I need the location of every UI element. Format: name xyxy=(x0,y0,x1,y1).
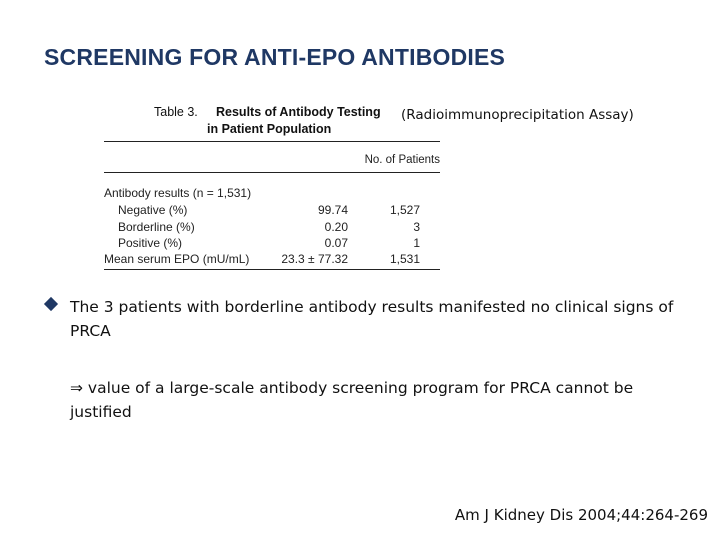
table-row xyxy=(104,236,440,253)
table-caption xyxy=(154,104,381,138)
row-label: Negative (%) xyxy=(118,203,188,217)
table-header-rule xyxy=(104,172,440,173)
row-percent: 0.07 xyxy=(324,236,348,250)
table-header-row xyxy=(104,154,440,171)
row-patients: 1,531 xyxy=(389,252,420,266)
slide-title: SCREENING FOR ANTI-EPO ANTIBODIES xyxy=(44,44,506,70)
bullet-text: The 3 patients with borderline antibody results manifested no clinical signs of PRCA xyxy=(70,298,674,340)
table-bottom-rule xyxy=(104,269,440,270)
table-caption-line1: Results of Antibody Testing xyxy=(216,105,381,119)
assay-note: (Radioimmunoprecipitation Assay) xyxy=(401,107,634,123)
row-percent: 99.74 xyxy=(317,203,348,217)
row-percent: 0.20 xyxy=(324,220,348,234)
row-patients: 1,527 xyxy=(389,203,420,217)
citation: Am J Kidney Dis 2004;44:264-269 xyxy=(454,506,708,524)
row-patients: 1 xyxy=(413,236,420,250)
table-row xyxy=(104,252,440,269)
table-row xyxy=(104,203,440,220)
conclusion-text: ⇒ value of a large-scale antibody screening program for PRCA cannot be justified xyxy=(70,379,634,421)
row-percent: 23.3 ± 77.32 xyxy=(281,252,348,266)
diamond-bullet-icon xyxy=(44,297,58,311)
table-caption-line2: in Patient Population xyxy=(207,122,332,136)
section-label: Antibody results (n = 1,531) xyxy=(104,186,252,200)
row-label: Mean serum EPO (mU/mL) xyxy=(104,252,250,266)
row-label: Positive (%) xyxy=(118,236,183,250)
table-top-rule xyxy=(104,141,440,142)
table-section-row xyxy=(104,186,440,203)
table-number: Table 3. xyxy=(154,105,198,119)
row-patients: 3 xyxy=(413,220,420,234)
column-header-patients: No. of Patients xyxy=(364,154,440,166)
row-label: Borderline (%) xyxy=(118,220,195,234)
table-row xyxy=(104,220,440,237)
